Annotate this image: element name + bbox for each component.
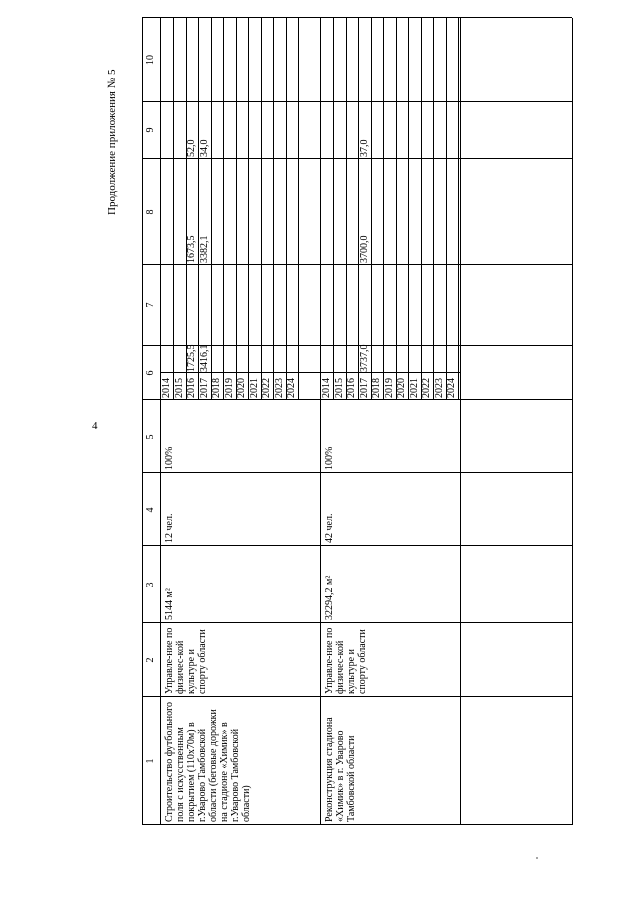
row1-c8-value-2016: 1673,5: [186, 235, 197, 263]
row2-year-2015: 2015: [333, 378, 345, 398]
col-header-7: 7: [145, 302, 156, 308]
row1-executor: Управле-ние по физичес-кой культуре и спорту области: [164, 627, 208, 694]
row2-year-2019: 2019: [383, 378, 395, 398]
row2-year-line-2018: [383, 18, 384, 400]
row2-year-line-2023: [446, 18, 447, 400]
table-left-border: [142, 824, 572, 825]
row2-year-line-2014: [333, 18, 334, 400]
row1-year-2018: 2018: [211, 378, 222, 398]
row2-area: 32294,2 м²: [324, 575, 335, 620]
row1-year-2024: 2024: [286, 378, 297, 398]
col-sep-5: [142, 399, 572, 400]
col-sep-4: [142, 472, 572, 473]
appendix-caption: Продолжение приложения № 5: [106, 69, 118, 215]
row2-year-line-2020: [408, 18, 409, 400]
table-right-border: [142, 17, 572, 18]
col-header-1: 1: [145, 758, 156, 764]
col-sep-8: [142, 158, 572, 159]
row1-year-2016: 2016: [186, 378, 197, 398]
col-header-2: 2: [145, 657, 156, 663]
row1-year-line-2024: [298, 18, 299, 400]
budget-table: [142, 18, 572, 825]
row1-year-line-2019: [236, 18, 237, 400]
row1-year-line-2017: [211, 18, 212, 400]
col-header-4: 4: [145, 507, 156, 513]
row2-year-line-2015: [346, 18, 347, 400]
scan-speck: [536, 857, 538, 859]
row2-percent: 100%: [324, 446, 335, 470]
row1-year-2022: 2022: [261, 378, 272, 398]
row1-project-name: Строительство футбольного поля с искусственным покрытием (110х70м) в г.Уварово Тамбовской области (беговые дорожки на стадионе «Химик» в г.Уварово Тамбовской области): [164, 701, 252, 822]
row1-c8-value-2017: 3382,1: [198, 235, 210, 263]
row2-year-line-2017: [371, 18, 372, 400]
row2-year-2020: 2020: [396, 378, 407, 398]
row1-people: 12 чел.: [164, 513, 175, 543]
row2-year-2016: 2016: [346, 378, 357, 398]
col-sep-7: [142, 264, 572, 265]
row1-year-line-2018: [223, 18, 224, 400]
row2-year-2023: 2023: [433, 378, 445, 398]
row2-c6-value-2017: 3737,0: [358, 344, 370, 372]
table-top-border: [142, 18, 143, 825]
row2-year-2024: 2024: [446, 378, 457, 398]
row1-year-2020: 2020: [236, 378, 247, 398]
table-bottom-border: [572, 18, 573, 825]
row1-year-2021: 2021: [248, 378, 260, 398]
row1-year-line-2014: [173, 18, 174, 400]
row1-year-2023: 2023: [273, 378, 285, 398]
row2-project-name: Реконструкция стадиона «Химик» в г. Уварово Тамбовской области: [324, 717, 357, 822]
row2-year-line-2022: [433, 18, 434, 400]
row1-year-line-2016: [198, 18, 199, 400]
row2-c8-value-2017: 3700,0: [358, 235, 370, 263]
row2-year-line-2019: [396, 18, 397, 400]
col-header-5: 5: [145, 434, 156, 440]
row1-year-line-2021: [261, 18, 262, 400]
col-header-3: 3: [145, 582, 156, 588]
col-header-8: 8: [145, 209, 156, 215]
row-separator-2: [460, 18, 461, 825]
row1-c6-value-2016: 1725,5: [186, 344, 197, 372]
row1-year-2017: 2017: [198, 378, 210, 398]
row2-year-2018: 2018: [371, 378, 382, 398]
year-value-divider: [160, 372, 460, 373]
row1-year-2014: 2014: [161, 378, 172, 398]
header-separator: [160, 18, 161, 825]
row1-c9-value-2017: 34,0: [198, 139, 210, 157]
row1-year-line-2022: [273, 18, 274, 400]
row2-people: 42 чел.: [324, 513, 335, 543]
row1-year-2015: 2015: [173, 378, 185, 398]
col-sep-3: [142, 545, 572, 546]
row2-year-2017: 2017: [358, 378, 370, 398]
page-number: 4: [92, 420, 98, 432]
row1-year-line-2015: [186, 18, 187, 400]
col-sep-2: [142, 622, 572, 623]
row1-year-line-2020: [248, 18, 249, 400]
row2-year-2014: 2014: [321, 378, 332, 398]
row2-year-line-2016: [358, 18, 359, 400]
col-header-9: 9: [145, 127, 156, 133]
row1-c9-value-2016: 52,0: [186, 139, 197, 157]
row1-year-2019: 2019: [223, 378, 235, 398]
row1-area: 5144 м²: [164, 588, 175, 620]
row2-year-2021: 2021: [408, 378, 420, 398]
row1-c6-value-2017: 3416,1: [198, 344, 210, 372]
col-header-6: 6: [145, 370, 156, 376]
row2-year-2022: 2022: [421, 378, 432, 398]
row-separator: [320, 18, 321, 825]
row2-year-line-2024: [458, 18, 459, 400]
row1-year-line-2023: [286, 18, 287, 400]
row2-executor: Управле-ние по физичес-кой культуре и спорту области: [324, 627, 368, 694]
row1-percent: 100%: [164, 446, 175, 470]
row2-c9-value-2017: 37,0: [358, 139, 370, 157]
row2-year-line-2021: [421, 18, 422, 400]
col-sep-9: [142, 101, 572, 102]
col-sep-1: [142, 696, 572, 697]
col-header-10: 10: [145, 55, 156, 65]
